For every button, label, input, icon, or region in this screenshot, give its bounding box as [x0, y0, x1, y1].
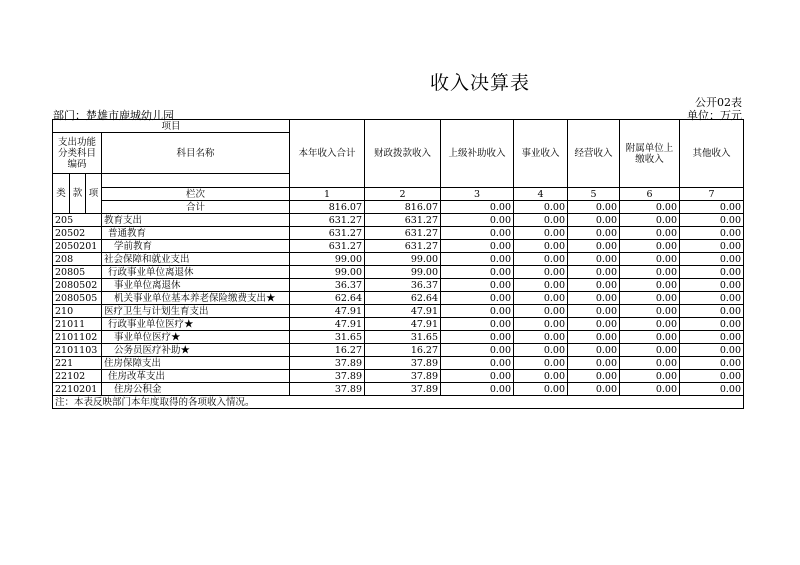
- subject-name: 事业单位离退休: [102, 279, 290, 292]
- subject-code: 2101102: [53, 331, 102, 344]
- value-cell: 0.00: [514, 344, 568, 357]
- department-label: 部门：楚雄市鹿城幼儿园: [53, 109, 174, 122]
- page-title: 收入决算表: [429, 72, 530, 94]
- value-cell: 0.00: [568, 279, 620, 292]
- header-col-5: 经营收入: [568, 120, 620, 188]
- header-func-code: 支出功能分类科目编码: [53, 133, 102, 174]
- value-cell: 0.00: [680, 344, 744, 357]
- subject-name: 住房保障支出: [102, 357, 290, 370]
- value-cell: 0.00: [514, 240, 568, 253]
- subject-code: 20502: [53, 227, 102, 240]
- form-code: 公开02表: [695, 96, 742, 109]
- note-row: [53, 396, 744, 409]
- subject-name: 行政事业单位离退休: [102, 266, 290, 279]
- value-cell: 37.89: [365, 370, 441, 383]
- value-cell: 0.00: [568, 344, 620, 357]
- value-cell: 0.00: [514, 253, 568, 266]
- value-cell: 0.00: [620, 305, 680, 318]
- value-cell: 0.00: [568, 383, 620, 396]
- header-col-2: 财政拨款收入: [365, 120, 441, 188]
- value-cell: 0.00: [568, 227, 620, 240]
- header-subject-name: 科目名称: [102, 133, 290, 174]
- total-cell: 0.00: [568, 201, 620, 214]
- table-row: [53, 214, 744, 227]
- value-cell: 16.27: [365, 344, 441, 357]
- value-cell: 0.00: [441, 227, 514, 240]
- table-row: [53, 318, 744, 331]
- table-row: [53, 240, 744, 253]
- subject-code: 2050201: [53, 240, 102, 253]
- value-cell: 0.00: [680, 266, 744, 279]
- value-cell: 0.00: [441, 344, 514, 357]
- value-cell: 0.00: [680, 383, 744, 396]
- value-cell: 37.89: [365, 357, 441, 370]
- value-cell: 631.27: [365, 227, 441, 240]
- subject-name: 公务员医疗补助★: [102, 344, 290, 357]
- value-cell: 0.00: [620, 253, 680, 266]
- subject-name: 事业单位医疗★: [102, 331, 290, 344]
- subject-code: 20805: [53, 266, 102, 279]
- total-cell: 816.07: [365, 201, 441, 214]
- table-row: [53, 305, 744, 318]
- value-cell: 31.65: [365, 331, 441, 344]
- table-row: [53, 253, 744, 266]
- value-cell: 0.00: [514, 370, 568, 383]
- subject-code: 22102: [53, 370, 102, 383]
- value-cell: 0.00: [680, 331, 744, 344]
- value-cell: 0.00: [441, 214, 514, 227]
- total-cell: 0.00: [680, 201, 744, 214]
- col-num-3: 3: [441, 188, 514, 201]
- subject-name: 行政事业单位医疗★: [102, 318, 290, 331]
- table-row: [53, 357, 744, 370]
- value-cell: 0.00: [620, 240, 680, 253]
- value-cell: 0.00: [568, 357, 620, 370]
- table-row: [53, 266, 744, 279]
- value-cell: 36.37: [290, 279, 365, 292]
- table-row: [53, 331, 744, 344]
- col-num-1: 1: [290, 188, 365, 201]
- value-cell: 0.00: [568, 305, 620, 318]
- col-num-4: 4: [514, 188, 568, 201]
- value-cell: 0.00: [680, 370, 744, 383]
- value-cell: 0.00: [514, 331, 568, 344]
- table-row: [53, 344, 744, 357]
- table-row: [53, 370, 744, 383]
- subject-code: 2080505: [53, 292, 102, 305]
- subject-code: 205: [53, 214, 102, 227]
- value-cell: 631.27: [290, 240, 365, 253]
- subject-code: 208: [53, 253, 102, 266]
- value-cell: 0.00: [514, 357, 568, 370]
- value-cell: 0.00: [620, 370, 680, 383]
- total-cell: 0.00: [514, 201, 568, 214]
- value-cell: 37.89: [365, 383, 441, 396]
- subject-name: 学前教育: [102, 240, 290, 253]
- value-cell: 0.00: [441, 357, 514, 370]
- value-cell: 0.00: [568, 253, 620, 266]
- total-cell: 0.00: [620, 201, 680, 214]
- value-cell: 0.00: [514, 214, 568, 227]
- subject-name: 教育支出: [102, 214, 290, 227]
- value-cell: 16.27: [290, 344, 365, 357]
- value-cell: 37.89: [290, 383, 365, 396]
- value-cell: 0.00: [441, 240, 514, 253]
- subject-name: 住房改革支出: [102, 370, 290, 383]
- value-cell: 47.91: [365, 318, 441, 331]
- value-cell: 0.00: [620, 292, 680, 305]
- value-cell: 0.00: [514, 227, 568, 240]
- value-cell: 631.27: [290, 214, 365, 227]
- table-row: [53, 383, 744, 396]
- value-cell: 0.00: [620, 383, 680, 396]
- subject-code: 210: [53, 305, 102, 318]
- value-cell: 0.00: [568, 318, 620, 331]
- total-cell: 816.07: [290, 201, 365, 214]
- value-cell: 0.00: [441, 292, 514, 305]
- value-cell: 0.00: [441, 383, 514, 396]
- table-note: 注：本表反映部门本年度取得的各项收入情况。: [53, 396, 744, 409]
- value-cell: 0.00: [680, 240, 744, 253]
- subject-code: 2080502: [53, 279, 102, 292]
- table-row: [53, 279, 744, 292]
- value-cell: 47.91: [290, 305, 365, 318]
- value-cell: 0.00: [568, 292, 620, 305]
- value-cell: 37.89: [290, 370, 365, 383]
- value-cell: 0.00: [620, 318, 680, 331]
- value-cell: 0.00: [514, 383, 568, 396]
- header-xiang: 项: [86, 174, 102, 214]
- unit-label: 单位：万元: [687, 109, 742, 122]
- value-cell: 0.00: [514, 318, 568, 331]
- value-cell: 0.00: [568, 266, 620, 279]
- header-lei: 类: [53, 174, 70, 214]
- value-cell: 0.00: [680, 292, 744, 305]
- header-item: 项目: [53, 120, 290, 133]
- value-cell: 0.00: [568, 240, 620, 253]
- subject-name: 普通教育: [102, 227, 290, 240]
- subject-code: 221: [53, 357, 102, 370]
- value-cell: 99.00: [365, 266, 441, 279]
- header-col-4: 事业收入: [514, 120, 568, 188]
- value-cell: 0.00: [680, 214, 744, 227]
- value-cell: 0.00: [620, 227, 680, 240]
- value-cell: 0.00: [568, 331, 620, 344]
- subject-name: 住房公积金: [102, 383, 290, 396]
- value-cell: 0.00: [441, 279, 514, 292]
- header-col-7: 其他收入: [680, 120, 744, 188]
- value-cell: 47.91: [365, 305, 441, 318]
- value-cell: 0.00: [620, 344, 680, 357]
- value-cell: 0.00: [620, 279, 680, 292]
- total-cell: 0.00: [441, 201, 514, 214]
- col-num-5: 5: [568, 188, 620, 201]
- value-cell: 0.00: [680, 227, 744, 240]
- value-cell: 0.00: [680, 357, 744, 370]
- header-col-1: 本年收入合计: [290, 120, 365, 188]
- subject-name: 医疗卫生与计划生育支出: [102, 305, 290, 318]
- income-table: [52, 119, 744, 409]
- value-cell: 0.00: [620, 214, 680, 227]
- subject-name: 机关事业单位基本养老保险缴费支出★: [102, 292, 290, 305]
- value-cell: 0.00: [514, 305, 568, 318]
- col-num-6: 6: [620, 188, 680, 201]
- value-cell: 31.65: [290, 331, 365, 344]
- total-row: [53, 201, 744, 214]
- value-cell: 0.00: [441, 370, 514, 383]
- value-cell: 0.00: [680, 279, 744, 292]
- col-num-7: 7: [680, 188, 744, 201]
- value-cell: 0.00: [680, 253, 744, 266]
- value-cell: 0.00: [568, 370, 620, 383]
- value-cell: 0.00: [441, 331, 514, 344]
- value-cell: 0.00: [620, 357, 680, 370]
- value-cell: 631.27: [290, 227, 365, 240]
- value-cell: 99.00: [290, 253, 365, 266]
- value-cell: 0.00: [620, 331, 680, 344]
- value-cell: 0.00: [441, 266, 514, 279]
- value-cell: 0.00: [514, 279, 568, 292]
- value-cell: 0.00: [680, 318, 744, 331]
- col-num-2: 2: [365, 188, 441, 201]
- subject-code: 2210201: [53, 383, 102, 396]
- subject-name: 社会保障和就业支出: [102, 253, 290, 266]
- value-cell: 0.00: [441, 305, 514, 318]
- value-cell: 36.37: [365, 279, 441, 292]
- value-cell: 0.00: [680, 305, 744, 318]
- value-cell: 99.00: [365, 253, 441, 266]
- table-row: [53, 292, 744, 305]
- header-kuan: 款: [70, 174, 86, 214]
- value-cell: 62.64: [365, 292, 441, 305]
- value-cell: 0.00: [514, 266, 568, 279]
- header-col-6: 附属单位上缴收入: [620, 120, 680, 188]
- table-row: [53, 227, 744, 240]
- value-cell: 0.00: [514, 292, 568, 305]
- value-cell: 37.89: [290, 357, 365, 370]
- value-cell: 631.27: [365, 214, 441, 227]
- subject-code: 2101103: [53, 344, 102, 357]
- subject-code: 21011: [53, 318, 102, 331]
- value-cell: 0.00: [568, 214, 620, 227]
- value-cell: 0.00: [441, 318, 514, 331]
- value-cell: 0.00: [441, 253, 514, 266]
- value-cell: 62.64: [290, 292, 365, 305]
- lanci-label: 栏次: [102, 188, 290, 201]
- value-cell: 99.00: [290, 266, 365, 279]
- header-col-3: 上级补助收入: [441, 120, 514, 188]
- value-cell: 47.91: [290, 318, 365, 331]
- value-cell: 0.00: [620, 266, 680, 279]
- total-label: 合计: [102, 201, 290, 214]
- value-cell: 631.27: [365, 240, 441, 253]
